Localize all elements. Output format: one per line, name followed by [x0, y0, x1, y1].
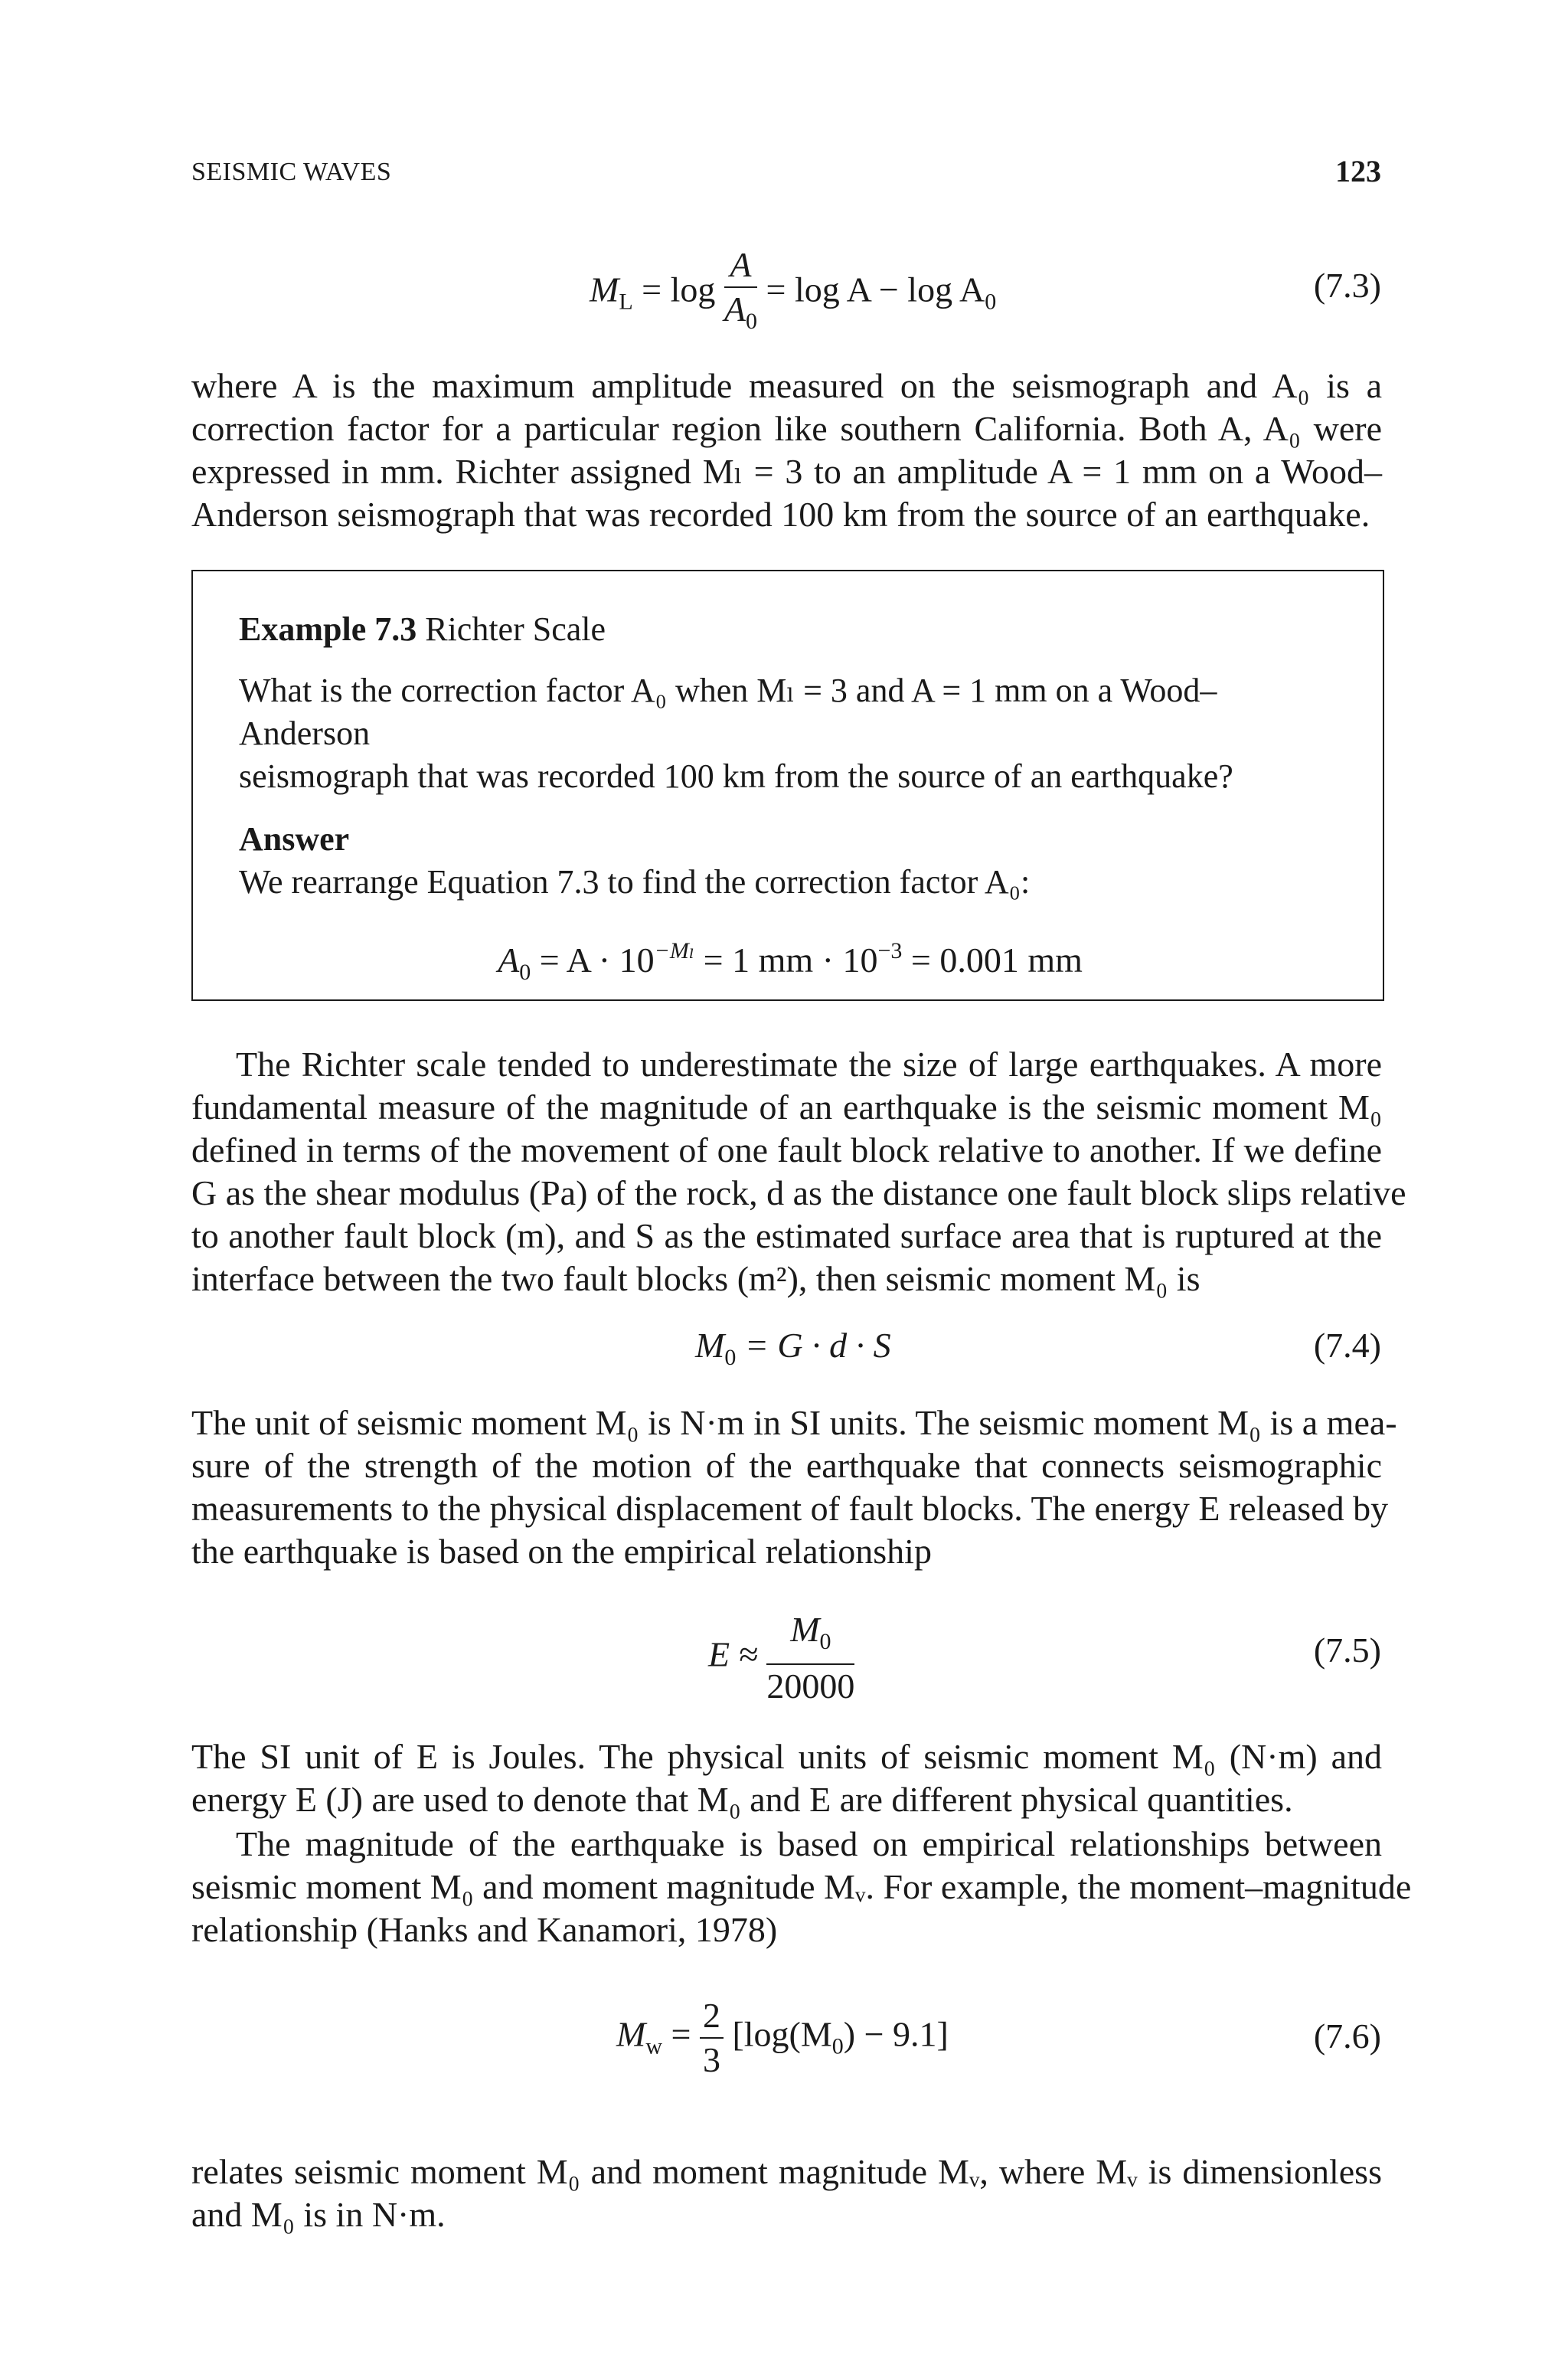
paragraph-line: the earthquake is based on the empirical relationship [191, 1532, 932, 1571]
paragraph-line: correction factor for a particular region like southern California. Both A, A₀ were [191, 409, 1382, 448]
eq73-rhs: = log A − log A [766, 270, 985, 309]
paragraph-line: expressed in mm. Richter assigned Mₗ = 3 to an amplitude A = 1 mm on a Wood– [191, 452, 1382, 491]
eq76-body-1: [log(M [732, 2014, 832, 2054]
eq76-body-2: ) − 9.1] [843, 2014, 949, 2054]
equation-label-7-4: (7.4) [1313, 1326, 1381, 1365]
eq73-equals: = [642, 270, 662, 309]
paragraph-2 [191, 1043, 1406, 1300]
eq74-lhs-sub: 0 [724, 1345, 737, 1370]
paragraph-4 [191, 1735, 1382, 1821]
answer-heading: Answer [239, 820, 350, 858]
example-question-line: seismograph that was recorded 100 km from the source of an earthquake? [239, 757, 1233, 795]
answer-eq-exp: −Mₗ [654, 938, 695, 963]
eq75-num-sub: 0 [819, 1629, 831, 1654]
paragraph-line: fundamental measure of the magnitude of an earthquake is the seismic moment M₀ [191, 1088, 1382, 1127]
example-question-line: What is the correction factor A₀ when Mₗ = 3 and A = 1 mm on a Wood–Anderson [239, 672, 1217, 752]
eq74-lhs: M [695, 1326, 725, 1365]
answer-eq-lhs: A [498, 940, 520, 980]
example-box [191, 570, 1384, 1001]
eq74-rhs: = G · d · S [744, 1326, 891, 1365]
paragraph-line: The unit of seismic moment M₀ is N·m in SI units. The seismic moment M₀ is a mea- [191, 1403, 1397, 1442]
paragraph-line: energy E (J) are used to denote that M₀ and E are different physical quantities. [191, 1780, 1293, 1819]
example-title-text: Richter Scale [425, 610, 606, 648]
paragraph-line: interface between the two fault blocks (m²), then seismic moment M₀ is [191, 1259, 1200, 1298]
answer-eq-lhs-sub: 0 [519, 960, 531, 985]
eq76-lhs-sub: w [645, 2033, 662, 2059]
eq73-lhs: M [590, 270, 619, 309]
eq73-lhs-sub: L [619, 289, 633, 315]
example-title [239, 608, 1341, 651]
paragraph-line: relates seismic moment M₀ and moment magnitude Mᵥ, where Mᵥ is dimensionless [191, 2152, 1382, 2191]
eq76-denominator: 3 [702, 2040, 720, 2079]
eq76-body-sub: 0 [831, 2033, 844, 2059]
eq75-denominator: 20000 [766, 1666, 855, 1706]
eq76-equals: = [671, 2014, 691, 2054]
paragraph-line: Anderson seismograph that was recorded 100 km from the source of an earthquake. [191, 495, 1370, 534]
example-title-number: Example 7.3 [239, 610, 417, 648]
answer-eq-mid2: = 1 mm · 10 [703, 940, 878, 980]
example-question [239, 669, 1341, 798]
equation-7-3 [590, 244, 996, 343]
eq76-fraction [700, 1994, 724, 2082]
paragraph-line: defined in terms of the movement of one fault block relative to another. If we define [191, 1130, 1382, 1169]
answer-equation [239, 930, 1341, 994]
paragraph-line: relationship (Hanks and Kanamori, 1978) [191, 1910, 778, 1949]
paragraph-5 [191, 1823, 1412, 1951]
equation-label-7-6: (7.6) [1313, 2016, 1381, 2056]
eq73-den-sub: 0 [746, 309, 757, 334]
paragraph-line: The Richter scale tended to underestimate the size of large earthquakes. A more [236, 1045, 1382, 1084]
paragraph-line: sure of the strength of the motion of the earthquake that connects seismographic [191, 1446, 1382, 1485]
paragraph-1 [191, 365, 1382, 536]
answer-eq-exp2: −3 [877, 938, 903, 963]
equation-7-6 [616, 1994, 949, 2082]
equation-label-7-3: (7.3) [1313, 266, 1381, 305]
page-number: 123 [1335, 154, 1381, 188]
paragraph-line: The magnitude of the earthquake is based on empirical relationships between [236, 1824, 1382, 1863]
paragraph-line: seismic moment M₀ and moment magnitude Mᵥ. For example, the moment–magnitude [191, 1867, 1412, 1906]
equation-7-4 [695, 1325, 891, 1371]
answer-eq-end: = 0.001 mm [910, 940, 1083, 980]
eq75-lhs: E ≈ [708, 1634, 758, 1674]
equation-label-7-5: (7.5) [1313, 1630, 1381, 1670]
paragraph-line: measurements to the physical displacement of fault blocks. The energy E released by [191, 1489, 1389, 1528]
equation-7-5 [708, 1608, 854, 1708]
eq73-rhs-sub: 0 [985, 289, 997, 315]
paragraph-line: The SI unit of E is Joules. The physical units of seismic moment M₀ (N·m) and [191, 1737, 1382, 1776]
paragraph-6 [191, 2150, 1382, 2236]
eq73-numerator: A [724, 244, 757, 288]
eq75-numerator: M [790, 1610, 820, 1649]
eq73-log: log [670, 270, 716, 309]
paragraph-line: G as the shear modulus (Pa) of the rock, d as the distance one fault block slips relative [191, 1173, 1406, 1212]
paragraph-3 [191, 1402, 1397, 1573]
eq76-numerator: 2 [700, 1994, 724, 2039]
answer-text: We rearrange Equation 7.3 to find the correction factor A₀: [239, 863, 1031, 901]
eq75-fraction [766, 1608, 854, 1708]
running-head: SEISMIC WAVES [191, 158, 392, 186]
paragraph-line: to another fault block (m), and S as the estimated surface area that is ruptured at the [191, 1216, 1382, 1255]
eq73-fraction [724, 244, 757, 343]
answer-eq-mid: = A · 10 [539, 940, 655, 980]
eq73-denominator: A [724, 289, 746, 329]
paragraph-line: where A is the maximum amplitude measured on the seismograph and A₀ is a [191, 366, 1382, 405]
eq76-lhs: M [616, 2014, 646, 2054]
paragraph-line: and M₀ is in N·m. [191, 2195, 446, 2234]
